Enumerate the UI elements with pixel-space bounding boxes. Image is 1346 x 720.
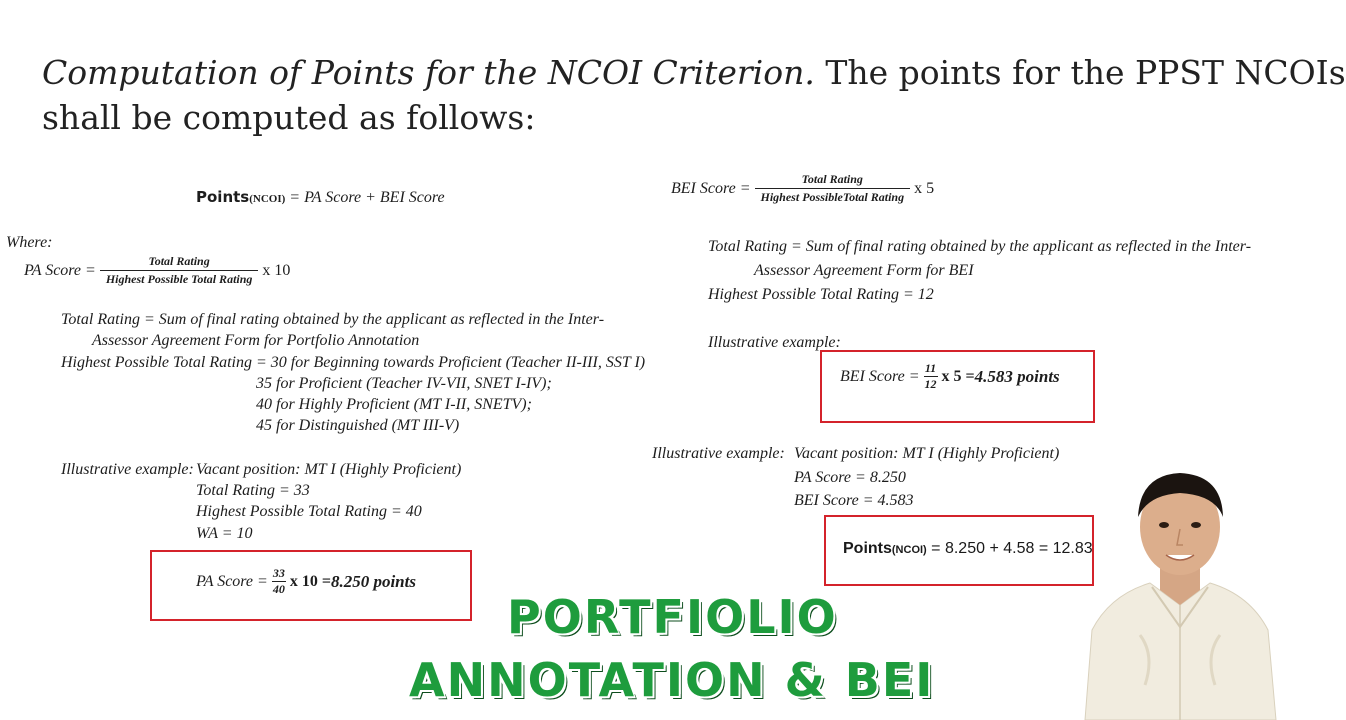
bei-score-fraction bbox=[755, 172, 911, 205]
bei-total-rating-line-1: Total Rating = Sum of final rating obtained by the applicant as reflected in the Inter- bbox=[708, 238, 1252, 255]
illustrative-left-1: Vacant position: MT I (Highly Proficient) bbox=[196, 461, 462, 478]
illustrative-right-3: BEI Score = 4.583 bbox=[794, 492, 914, 509]
pa-score-label: PA Score = bbox=[24, 261, 96, 279]
bei-score-formula bbox=[671, 172, 934, 205]
bei-result-times: x 5 = bbox=[941, 367, 975, 385]
presenter-photo bbox=[1080, 455, 1280, 720]
bei-result-value: 4.583 points bbox=[974, 366, 1060, 386]
heading-italic-title: Computation of Points for the NCOI Criterion. bbox=[42, 53, 815, 92]
illustrative-right-2: PA Score = 8.250 bbox=[794, 469, 906, 486]
pa-result-denominator: 40 bbox=[272, 582, 285, 596]
total-rating-line-1: Total Rating = Sum of final rating obtained by the applicant as reflected in the Inter- bbox=[61, 311, 605, 328]
points-result-label: Points bbox=[843, 540, 892, 557]
illustrative-left-2: Total Rating = 33 bbox=[196, 482, 310, 499]
bei-result-numerator: 11 bbox=[924, 361, 937, 375]
bei-total-rating-line-2: Assessor Agreement Form for BEI bbox=[754, 262, 974, 279]
total-rating-line-2: Assessor Agreement Form for Portfolio Annotation bbox=[92, 332, 420, 349]
illustrative-right-1: Vacant position: MT I (Highly Proficient) bbox=[794, 445, 1060, 462]
pa-score-fraction bbox=[100, 254, 259, 287]
hptr-line-4: 45 for Distinguished (MT III-V) bbox=[256, 417, 460, 434]
illustrative-label-right-2: Illustrative example: bbox=[652, 445, 785, 462]
times-ten: x 10 bbox=[262, 261, 291, 279]
pa-result-numerator: 33 bbox=[272, 566, 285, 580]
bei-fraction-numerator: Total Rating bbox=[801, 172, 863, 186]
pa-score-result bbox=[196, 566, 416, 597]
heading-rest: The points for the PPST NCOIs bbox=[814, 53, 1346, 92]
points-formula bbox=[196, 188, 445, 207]
illustrative-left-3: Highest Possible Total Rating = 40 bbox=[196, 503, 422, 520]
fraction-numerator: Total Rating bbox=[148, 254, 210, 268]
page-heading bbox=[42, 50, 1346, 140]
bei-result-label: BEI Score = bbox=[840, 367, 920, 385]
bei-hptr: Highest Possible Total Rating = 12 bbox=[708, 286, 934, 303]
hptr-line-2: 35 for Proficient (Teacher IV-VII, SNET I-IV); bbox=[256, 375, 552, 392]
bei-result-denominator: 12 bbox=[924, 377, 937, 391]
heading-line-2: shall be computed as follows: bbox=[42, 98, 536, 137]
illustrative-label-right-1: Illustrative example: bbox=[708, 334, 841, 351]
hptr-line-1: Highest Possible Total Rating = 30 for Beginning towards Proficient (Teacher II-III, SST I) bbox=[61, 354, 646, 371]
illustrative-left-4: WA = 10 bbox=[196, 525, 253, 542]
pa-result-fraction bbox=[272, 566, 286, 597]
points-subscript: (NCOI) bbox=[249, 193, 286, 205]
banner-line-2: ANNOTATION & BEI bbox=[409, 653, 935, 707]
bei-score-result bbox=[840, 361, 1060, 392]
fraction-denominator: Highest Possible Total Rating bbox=[100, 270, 259, 287]
bei-score-label: BEI Score = bbox=[671, 179, 751, 197]
points-result-rhs: = 8.250 + 4.58 = 12.83 bbox=[926, 540, 1093, 557]
bei-fraction-denominator: Highest PossibleTotal Rating bbox=[755, 188, 911, 205]
points-label: Points bbox=[196, 188, 250, 206]
illustrative-label-left: Illustrative example: bbox=[61, 461, 194, 478]
times-five: x 5 bbox=[914, 179, 935, 197]
pa-score-formula bbox=[24, 254, 290, 287]
points-rhs: = PA Score + BEI Score bbox=[285, 189, 445, 206]
points-result-subscript: (NCOI) bbox=[891, 544, 927, 556]
pa-result-value: 8.250 points bbox=[330, 571, 416, 591]
pa-result-times: x 10 = bbox=[289, 572, 331, 590]
where-label: Where: bbox=[6, 234, 53, 251]
points-result bbox=[843, 540, 1093, 558]
bei-result-fraction bbox=[924, 361, 938, 392]
pa-result-label: PA Score = bbox=[196, 572, 268, 590]
hptr-line-3: 40 for Highly Proficient (MT I-II, SNETV); bbox=[256, 396, 532, 413]
banner-line-1: PORTFIOLIO bbox=[507, 590, 838, 644]
